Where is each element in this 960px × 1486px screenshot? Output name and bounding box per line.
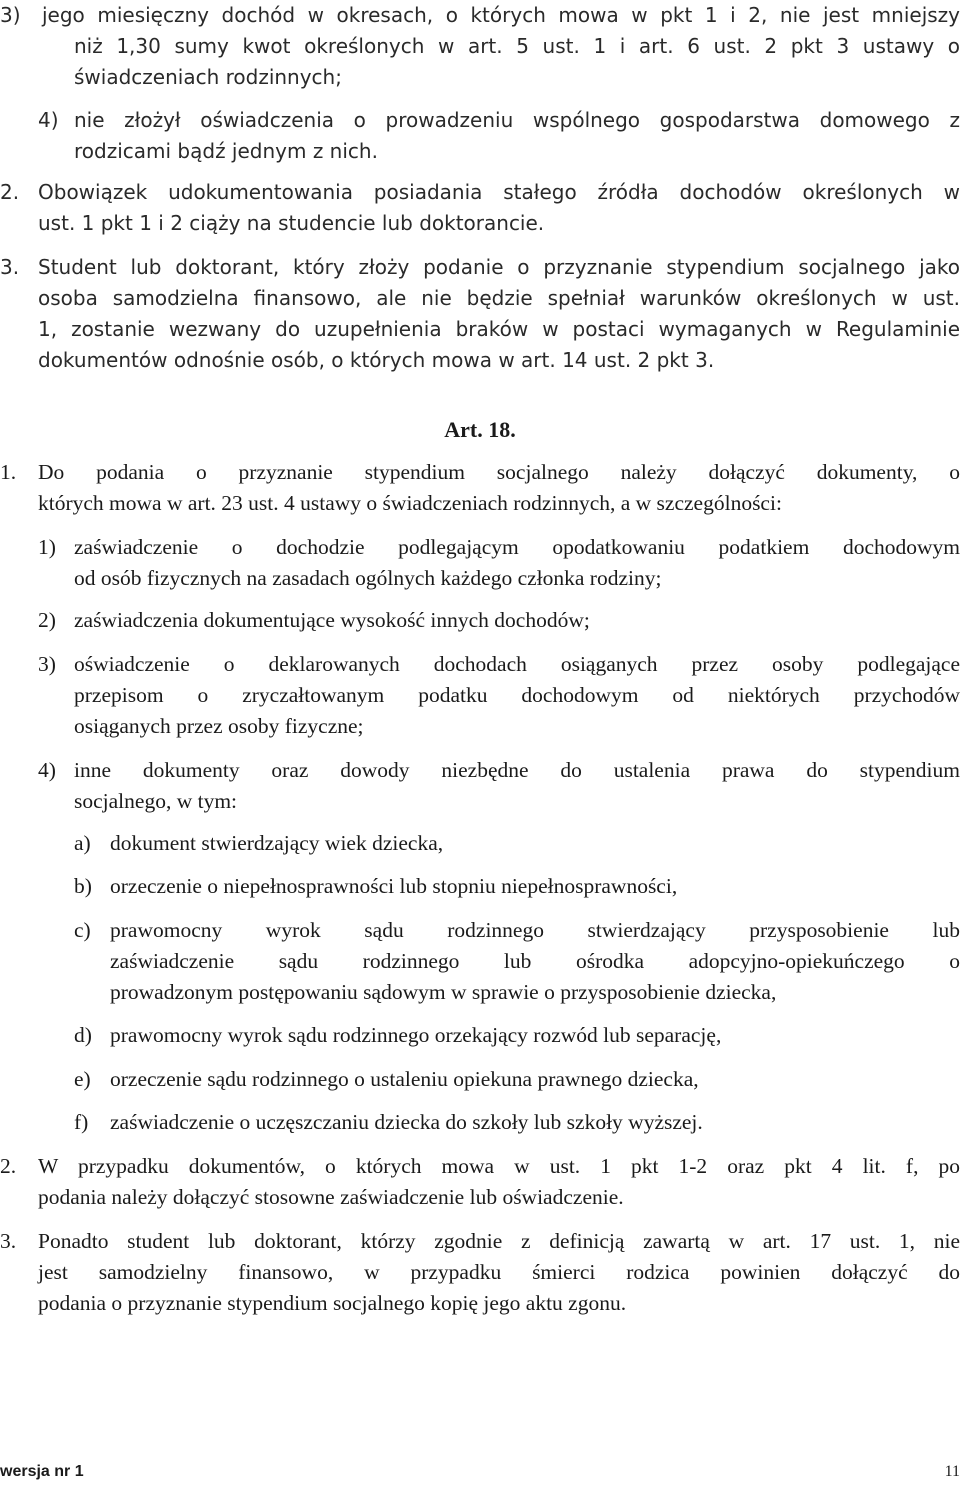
paragraph-line: Student lub doktorant, który złoży podanie o przyznanie stypendium socjalnego jako [38, 255, 960, 279]
paragraph-line: podania o przyznanie stypendium socjalnego kopię jego aktu zgonu. [38, 1291, 627, 1315]
paragraph-line: Ponadto student lub doktorant, którzy zgodnie z definicją zawartą w art. 17 ust. 1, nie [38, 1229, 960, 1253]
sub-list-letter: e) [74, 1067, 91, 1091]
paragraph-number: 1. [0, 460, 17, 484]
list-item-line: rodzicami bądź jednym z nich. [74, 139, 378, 163]
sub-list-line: zaświadczenie o uczęszczaniu dziecka do szkoły lub szkoły wyższej. [110, 1110, 703, 1134]
list-item-line: zaświadczenie o dochodzie podlegającym opodatkowaniu podatkiem dochodowym [74, 535, 960, 559]
list-number: 4) [38, 108, 59, 132]
sub-list-line: zaświadczenie sądu rodzinnego lub ośrodka adopcyjno-opiekuńczego o [110, 949, 960, 973]
paragraph-number: 3. [0, 255, 20, 279]
list-number: 3) [38, 652, 56, 676]
list-item-line: od osób fizycznych na zasadach ogólnych każdego członka rodziny; [74, 566, 662, 590]
list-item-line: niż 1,30 sumy kwot określonych w art. 5 ust. 1 i art. 6 ust. 2 pkt 3 ustawy o [74, 34, 960, 58]
list-number: 4) [38, 758, 56, 782]
paragraph-line: ust. 1 pkt 1 i 2 ciąży na studencie lub doktorancie. [38, 211, 545, 235]
sub-list-letter: d) [74, 1023, 92, 1047]
paragraph-line: których mowa w art. 23 ust. 4 ustawy o świadczeniach rodzinnych, a w szczególności: [38, 491, 782, 515]
paragraph-line: podania należy dołączyć stosowne zaświadczenie lub oświadczenie. [38, 1185, 624, 1209]
list-item-line: nie złożył oświadczenia o prowadzeniu wspólnego gospodarstwa domowego z [74, 108, 960, 132]
paragraph-line: dokumentów odnośnie osób, o których mowa w art. 14 ust. 2 pkt 3. [38, 348, 715, 372]
sub-list-line: prawomocny wyrok sądu rodzinnego stwierdzający przysposobienie lub [110, 918, 960, 942]
list-item-line: inne dokumenty oraz dowody niezbędne do ustalenia prawa do stypendium [74, 758, 960, 782]
list-item-line: osiąganych przez osoby fizyczne; [74, 714, 364, 738]
sub-list-letter: c) [74, 918, 91, 942]
list-number: 3) [0, 3, 21, 27]
list-item-line: oświadczenie o deklarowanych dochodach osiąganych przez osoby podlegające [74, 652, 960, 676]
sub-list-line: orzeczenie o niepełnosprawności lub stopniu niepełnosprawności, [110, 874, 678, 898]
page-number: 11 [944, 1463, 960, 1480]
list-item-line: przepisom o zryczałtowanym podatku dochodowym od niektórych przychodów [74, 683, 960, 707]
paragraph-line: jest samodzielny finansowo, w przypadku śmierci rodzica powinien dołączyć do [38, 1260, 960, 1284]
paragraph-line: 1, zostanie wezwany do uzupełnienia braków w postaci wymaganych w Regulaminie [38, 317, 960, 341]
paragraph-line: W przypadku dokumentów, o których mowa w ust. 1 pkt 1-2 oraz pkt 4 lit. f, po [38, 1154, 960, 1178]
list-item-line: zaświadczenia dokumentujące wysokość innych dochodów; [74, 608, 590, 632]
list-item-line: socjalnego, w tym: [74, 789, 238, 813]
sub-list-letter: f) [74, 1110, 89, 1134]
paragraph-line: Obowiązek udokumentowania posiadania stałego źródła dochodów określonych w [38, 180, 960, 204]
paragraph-number: 3. [0, 1229, 17, 1253]
paragraph-line: Do podania o przyznanie stypendium socjalnego należy dołączyć dokumenty, o [38, 460, 960, 484]
list-item-line: jego miesięczny dochód w okresach, o których mowa w pkt 1 i 2, nie jest mniejszy [42, 3, 960, 27]
sub-list-letter: b) [74, 874, 92, 898]
article-heading: Art. 18. [444, 417, 516, 442]
list-number: 1) [38, 535, 56, 559]
sub-list-line: prawomocny wyrok sądu rodzinnego orzekający rozwód lub separację, [110, 1023, 722, 1047]
sub-list-line: dokument stwierdzający wiek dziecka, [110, 831, 444, 855]
sub-list-line: prowadzonym postępowaniu sądowym w sprawie o przysposobienie dziecka, [110, 980, 777, 1004]
paragraph-number: 2. [0, 180, 20, 204]
sub-list-letter: a) [74, 831, 91, 855]
footer-version: wersja nr 1 [0, 1463, 84, 1480]
list-item-line: świadczeniach rodzinnych; [74, 65, 342, 89]
paragraph-line: osoba samodzielna finansowo, ale nie będzie spełniał warunków określonych w ust. [38, 286, 960, 310]
list-number: 2) [38, 608, 56, 632]
paragraph-number: 2. [0, 1154, 17, 1178]
sub-list-line: orzeczenie sądu rodzinnego o ustaleniu opiekuna prawnego dziecka, [110, 1067, 699, 1091]
